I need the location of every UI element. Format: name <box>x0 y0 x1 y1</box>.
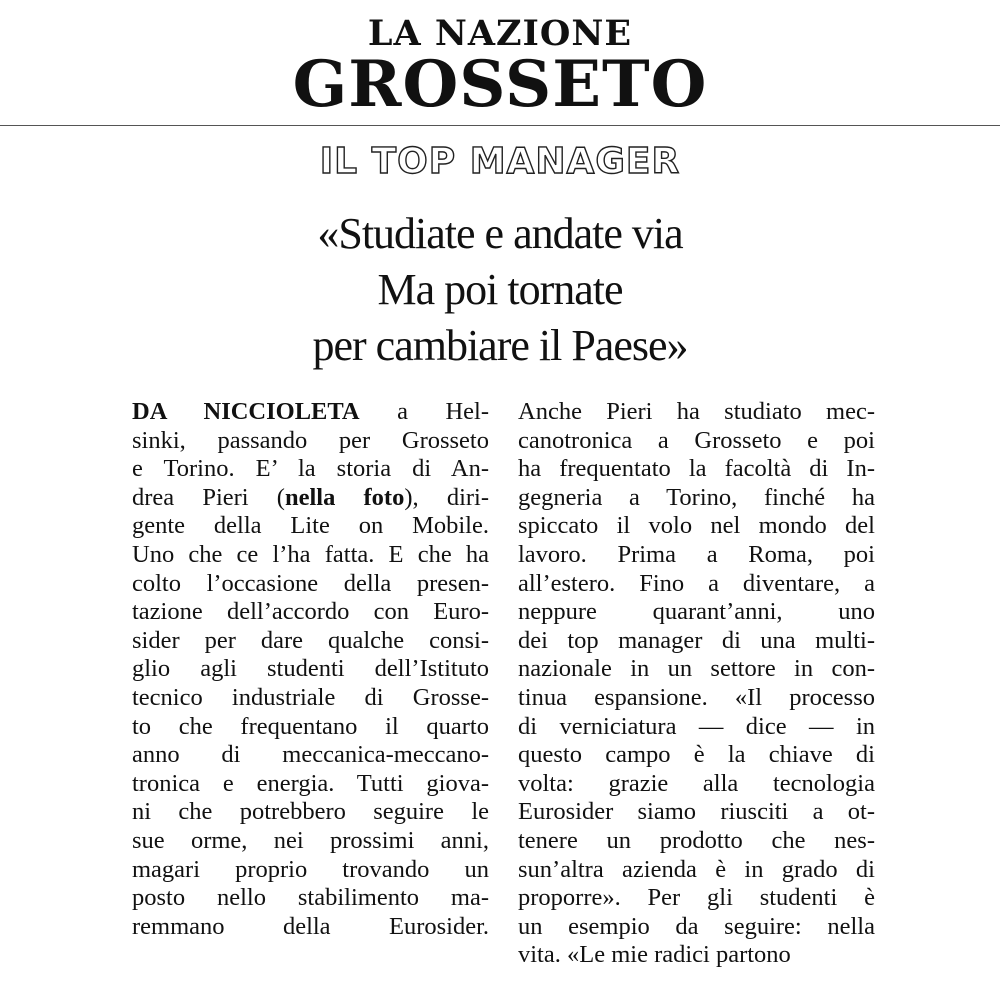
text-line: e Torino. E’ la storia di An- <box>132 455 489 483</box>
article-column-right <box>518 398 875 1000</box>
masthead-divider <box>0 125 1000 126</box>
text-line: magari proprio trovando un <box>132 855 489 883</box>
text-line: dei top manager di una multi- <box>518 626 875 654</box>
text-line: to che frequentano il quarto <box>132 712 489 740</box>
text-line: canotronica a Grosseto e poi <box>518 426 875 454</box>
edition-city: GROSSETO <box>292 47 708 122</box>
text-line: questo campo è la chiave di <box>518 741 875 769</box>
text-line: vita. «Le mie radici partono <box>518 941 791 969</box>
text-line: gegneria a Torino, finché ha <box>518 483 875 511</box>
text-line: tazione dell’accordo con Euro- <box>132 598 489 626</box>
headline-line: per cambiare il Paese» <box>312 321 688 370</box>
text-line: tenere un prodotto che nes- <box>518 826 875 854</box>
headline-line: «Studiate e andate via <box>317 209 683 258</box>
text-line <box>132 398 489 427</box>
text-line: colto l’occasione della presen- <box>132 569 489 597</box>
text-line: sinki, passando per Grosseto <box>132 426 489 454</box>
text-line: sue orme, nei prossimi anni, <box>132 826 489 854</box>
text-line: volta: grazie alla tecnologia <box>518 769 875 797</box>
text-line: sun’altra azienda è in grado di <box>518 855 875 883</box>
text-line: anno di meccanica-meccano- <box>132 741 489 769</box>
text-line: tinua espansione. «Il processo <box>518 683 875 711</box>
article-column-left <box>132 398 489 1000</box>
text-line: lavoro. Prima a Roma, poi <box>518 540 875 568</box>
text-line: tronica e energia. Tutti giova- <box>132 769 489 797</box>
text-line: proporre». Per gli studenti è <box>518 884 875 912</box>
text-line: gente della Lite on Mobile. <box>132 512 489 540</box>
text-line: glio agli studenti dell’Istituto <box>132 655 489 683</box>
headline-line: Ma poi tornate <box>377 265 623 314</box>
text-line: Uno che ce l’ha fatta. E che ha <box>132 540 489 568</box>
text-line <box>132 484 489 513</box>
photo-reference: nella foto <box>284 483 405 511</box>
article-headline <box>0 206 1000 374</box>
text-line: sider per dare qualche consi- <box>132 626 489 654</box>
text-line: all’estero. Fino a diventare, a <box>518 569 875 597</box>
masthead <box>0 0 1000 126</box>
text-line: di verniciatura — dice — in <box>518 712 875 740</box>
text-line: ni che potrebbero seguire le <box>132 798 489 826</box>
lead-in: DA NICCIOLETA <box>132 398 360 425</box>
text-fragment: a Hel- <box>359 398 489 425</box>
text-line: nazionale in un settore in con- <box>518 655 875 683</box>
text-line: remmano della Eurosider. <box>132 912 489 940</box>
text-line: ha frequentato la facoltà di In- <box>518 455 875 483</box>
text-fragment: drea Pieri ( <box>132 483 285 511</box>
text-line: Eurosider siamo riusciti a ot- <box>518 798 875 826</box>
text-line: spiccato il volo nel mondo del <box>518 512 875 540</box>
section-kicker: IL TOP MANAGER <box>319 141 681 182</box>
text-line: un esempio da seguire: nella <box>518 912 875 940</box>
text-line: neppure quarant’anni, uno <box>518 598 875 626</box>
text-line: Anche Pieri ha studiato mec- <box>518 398 875 425</box>
text-line: tecnico industriale di Grosse- <box>132 683 489 711</box>
text-fragment: ), diri- <box>404 483 489 511</box>
newspaper-name: LA NAZIONE <box>367 13 633 54</box>
text-line: posto nello stabilimento ma- <box>132 884 489 912</box>
